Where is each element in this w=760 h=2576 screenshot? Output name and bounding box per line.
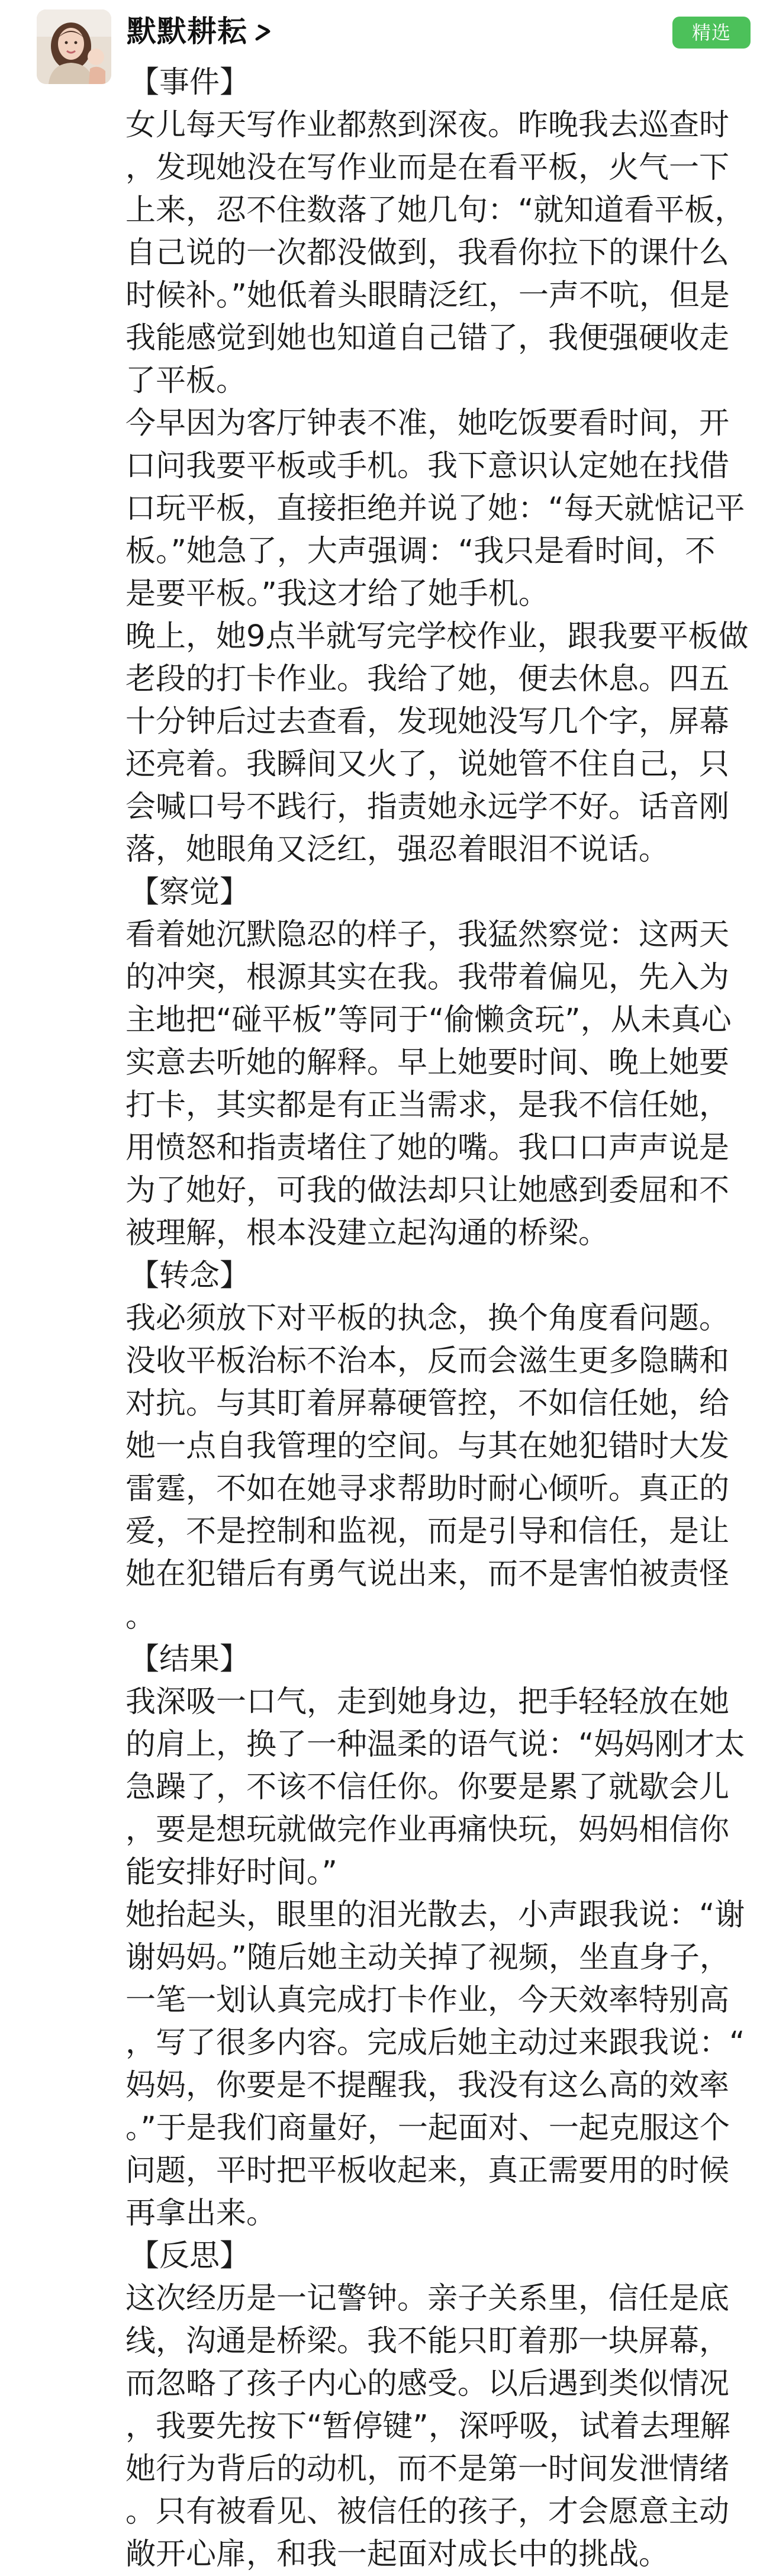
- section-heading: 【结果】: [129, 1642, 250, 1677]
- text-line: 而忽略了孩子内心的感受。以后遇到类似情况: [125, 2366, 730, 2401]
- text-line: ，发现她没在写作业而是在看平板，火气一下: [125, 150, 730, 185]
- text-line: 板。”她急了，大声强调：“我只是看时间，不: [125, 534, 716, 569]
- avatar-icon: [37, 9, 111, 84]
- text-line: 这次经历是一记警钟。亲子关系里，信任是底: [125, 2281, 730, 2316]
- text-line: 她一点自我管理的空间。与其在她犯错时大发: [125, 1429, 730, 1464]
- author-name[interactable]: 默默耕耘: [127, 14, 247, 49]
- text-line: 口玩平板，直接拒绝并说了她：“每天就惦记平: [125, 491, 745, 526]
- text-line: 没收平板治标不治本，反而会滋生更多隐瞒和: [125, 1344, 730, 1379]
- text-line: 自己说的一次都没做到，我看你拉下的课什么: [125, 236, 730, 271]
- text-line: 女儿每天写作业都熬到深夜。昨晚我去巡查时: [125, 108, 730, 143]
- text-line: 问题，平时把平板收起来，真正需要用的时候: [125, 2153, 730, 2188]
- text-line: 对抗。与其盯着屏幕硬管控，不如信任她，给: [125, 1386, 730, 1421]
- text-line: 再拿出来。: [125, 2196, 277, 2231]
- text-line: 雷霆，不如在她寻求帮助时耐心倾听。真正的: [125, 1471, 730, 1506]
- avatar[interactable]: [37, 9, 111, 84]
- text-line: 我能感觉到她也知道自己错了，我便强硬收走: [125, 321, 730, 356]
- text-line: ，要是想玩就做完作业再痛快玩，妈妈相信你: [125, 1812, 730, 1847]
- text-line: 了平板。: [125, 363, 247, 398]
- article-body: [125, 62, 749, 2576]
- featured-badge: 精选: [672, 17, 751, 49]
- text-line: 。只有被看见、被信任的孩子，才会愿意主动: [125, 2494, 730, 2529]
- text-line: 的冲突，根源其实在我。我带着偏见，先入为: [125, 960, 730, 995]
- text-line: 实意去听她的解释。早上她要时间、晚上她要: [125, 1045, 730, 1080]
- text-line: 晚上，她9点半就写完学校作业，跟我要平板做: [125, 619, 749, 654]
- text-line: ，我要先按下“暂停键”，深呼吸，试着去理解: [125, 2409, 730, 2444]
- text-line: 急躁了，不该不信任你。你要是累了就歇会儿: [125, 1770, 730, 1805]
- text-line: 用愤怒和指责堵住了她的嘴。我口口声声说是: [125, 1131, 730, 1165]
- text-line: 她在犯错后有勇气说出来，而不是害怕被责怪: [125, 1557, 730, 1592]
- text-line: 上来，忍不住数落了她几句：“就知道看平板，: [125, 193, 745, 228]
- section-heading: 【转念】: [129, 1258, 250, 1293]
- text-line: ，写了很多内容。完成后她主动过来跟我说：“: [125, 2026, 745, 2060]
- text-line: 能安排好时间。”: [125, 1855, 337, 1890]
- text-line: 看着她沉默隐忍的样子，我猛然察觉：这两天: [125, 917, 730, 952]
- text-line: 是要平板。”我这才给了她手机。: [125, 577, 549, 611]
- text-line: 妈妈，你要是不提醒我，我没有这么高的效率: [125, 2068, 730, 2103]
- text-line: 为了她好，可我的做法却只让她感到委屈和不: [125, 1173, 730, 1208]
- text-line: 落，她眼角又泛红，强忍着眼泪不说话。: [125, 832, 669, 867]
- text-line: 还亮着。我瞬间又火了，说她管不住自己，只: [125, 747, 730, 782]
- text-line: 被理解，根本没建立起沟通的桥梁。: [125, 1216, 609, 1251]
- chevron-right-icon[interactable]: [255, 21, 272, 41]
- text-line: 的肩上，换了一种温柔的语气说：“妈妈刚才太: [125, 1727, 745, 1762]
- text-line: 打卡，其实都是有正当需求，是我不信任她，: [125, 1088, 730, 1123]
- text-line: 。: [125, 1599, 156, 1634]
- text-line: 十分钟后过去查看，发现她没写几个字，屏幕: [125, 704, 730, 739]
- text-line: 口问我要平板或手机。我下意识认定她在找借: [125, 449, 730, 484]
- text-line: 时候补。”她低着头眼睛泛红，一声不吭，但是: [125, 278, 730, 313]
- text-line: 爱，不是控制和监视，而是引导和信任，是让: [125, 1514, 730, 1549]
- section-heading: 【反思】: [129, 2239, 250, 2274]
- text-line: 敞开心扉，和我一起面对成长中的挑战。: [125, 2537, 669, 2572]
- text-line: 会喊口号不践行，指责她永远学不好。话音刚: [125, 790, 730, 825]
- text-line: 一笔一划认真完成打卡作业，今天效率特别高: [125, 1983, 730, 2018]
- text-line: 主地把“碰平板”等同于“偷懒贪玩”，从未真心: [125, 1003, 732, 1038]
- text-line: 今早因为客厅钟表不准，她吃饭要看时间，开: [125, 406, 730, 441]
- text-line: 我深吸一口气，走到她身边，把手轻轻放在她: [125, 1685, 730, 1720]
- text-line: 老段的打卡作业。我给了她，便去休息。四五: [125, 662, 730, 697]
- text-line: 她抬起头，眼里的泪光散去，小声跟我说：“谢: [125, 1898, 745, 1933]
- text-line: 谢妈妈。”随后她主动关掉了视频，坐直身子，: [125, 1940, 730, 1975]
- section-heading: 【察觉】: [129, 875, 250, 910]
- section-heading: 【事件】: [129, 65, 250, 100]
- text-line: 我必须放下对平板的执念，换个角度看问题。: [125, 1301, 730, 1336]
- text-line: 她行为背后的动机，而不是第一时间发泄情绪: [125, 2452, 730, 2487]
- text-line: 。”于是我们商量好，一起面对、一起克服这个: [125, 2111, 730, 2146]
- author-row[interactable]: [127, 11, 272, 52]
- text-line: 线，沟通是桥梁。我不能只盯着那一块屏幕，: [125, 2324, 730, 2359]
